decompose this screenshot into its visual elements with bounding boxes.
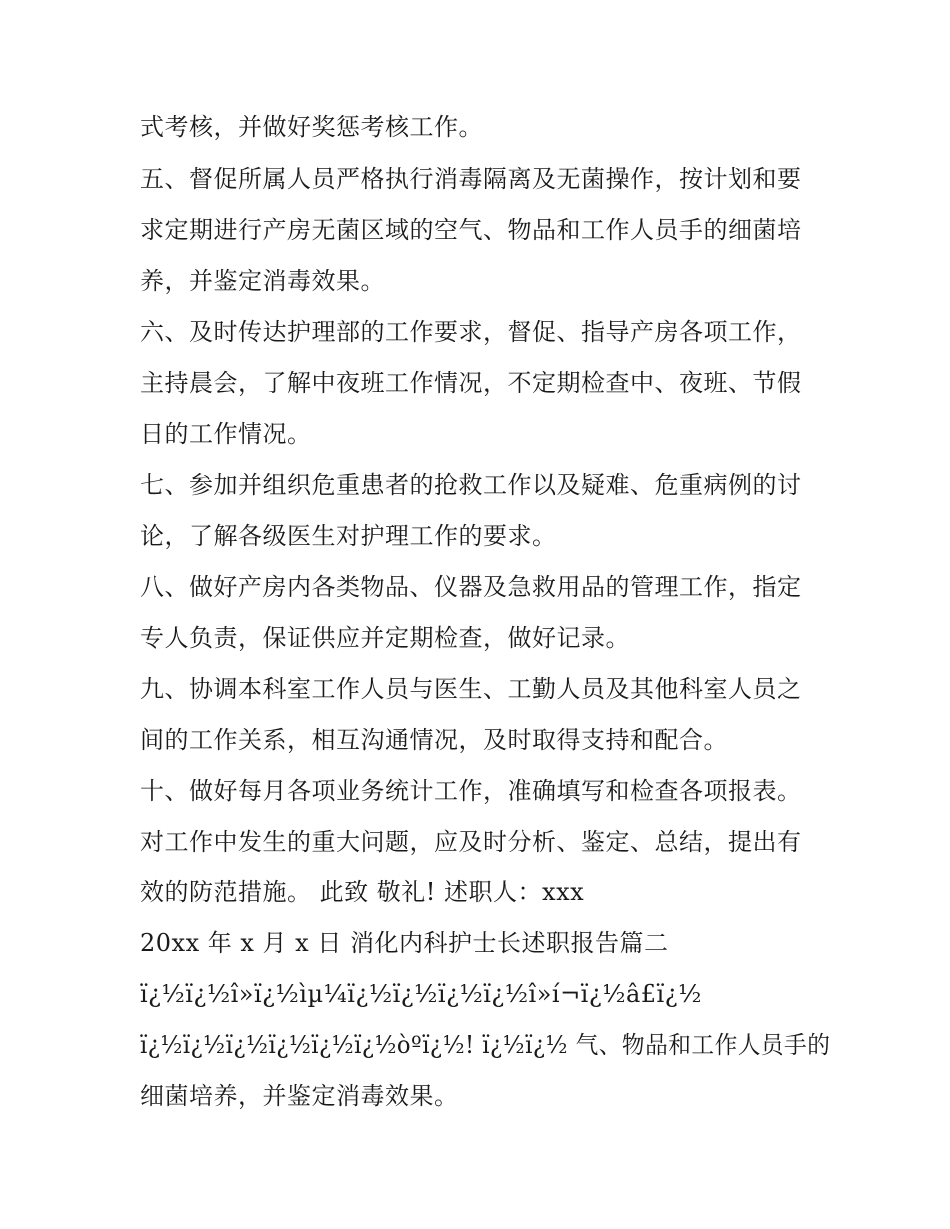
text-line: 日的工作情况。 (140, 420, 312, 448)
text-line: 求定期进行产房无菌区域的空气、物品和工作人员手的细菌培 (140, 216, 802, 244)
text-line: 式考核，并做好奖惩考核工作。 (140, 113, 483, 141)
text-line: 效的防范措施。 此致 敬礼! 述职人：xxx (140, 878, 585, 906)
text-line: 六、及时传达护理部的工作要求，督促、指导产房各项工作， (140, 318, 802, 346)
text-line: 五、督促所属人员严格执行消毒隔离及无菌操作，按计划和要 (140, 165, 802, 193)
text-line: 养，并鉴定消毒效果。 (140, 267, 385, 295)
heading-line: 20xx 年 x 月 x 日 消化内科护士长述职报告篇二 (140, 929, 669, 957)
text-line: 主持晨会，了解中夜班工作情况，不定期检查中、夜班、节假 (140, 369, 802, 397)
garbled-text-line: ï¿½ï¿½î»ï¿½ìµ¼ï¿½ï¿½ï¿½ï¿½î»í¬ï¿½â£ï¿½ (140, 980, 702, 1008)
text-line: 细菌培养，并鉴定消毒效果。 (140, 1082, 459, 1110)
text-line: 间的工作关系，相互沟通情况，及时取得支持和配合。 (140, 726, 728, 754)
text-line: 十、做好每月各项业务统计工作，准确填写和检查各项报表。 (140, 777, 802, 805)
text-line: 九、协调本科室工作人员与医生、工勤人员及其他科室人员之 (140, 675, 802, 703)
text-line: 论，了解各级医生对护理工作的要求。 (140, 522, 557, 550)
text-line: 七、参加并组织危重患者的抢救工作以及疑难、危重病例的讨 (140, 471, 802, 499)
text-line: 专人负责，保证供应并定期检查，做好记录。 (140, 624, 630, 652)
text-line: 对工作中发生的重大问题，应及时分析、鉴定、总结，提出有 (140, 828, 802, 856)
garbled-text-line: ï¿½ï¿½ï¿½ï¿½ï¿½ï¿½òºï¿½! ï¿½ï¿½ 气、物品和工作人员手的 (140, 1031, 831, 1059)
text-line: 八、做好产房内各类物品、仪器及急救用品的管理工作，指定 (140, 573, 802, 601)
